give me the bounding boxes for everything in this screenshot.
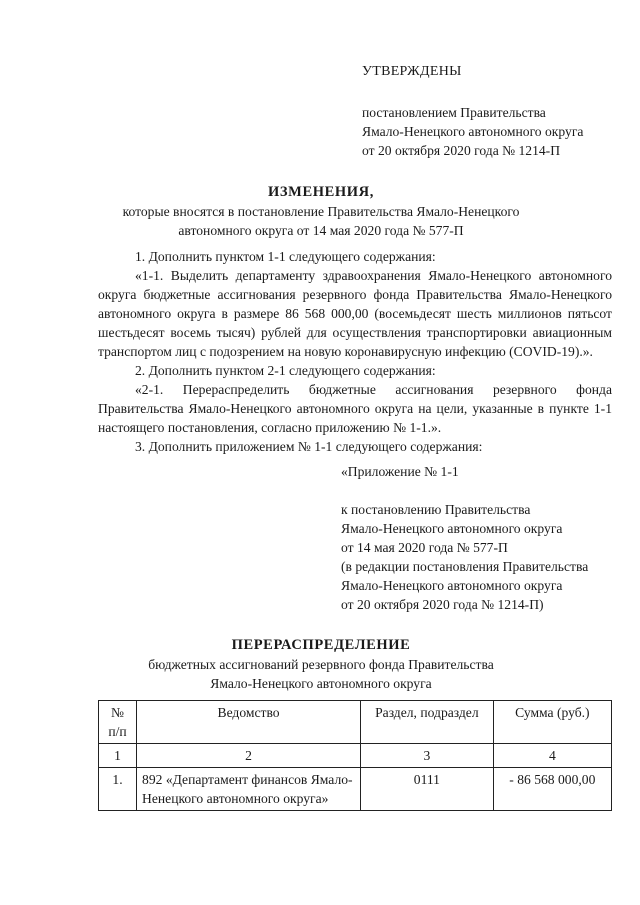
paragraph-2-1: «2-1. Перераспределить бюджетные ассигнования резервного фонда Правительства Ямало-Ненецкого автономного округа на цели, указанные в пункте 1-1 настоящего постановления, согласно приложению № 1-1.». — [98, 382, 612, 435]
appendix-title: «Приложение № 1-1 — [341, 464, 459, 479]
changes-heading — [98, 182, 544, 240]
appendix-block — [341, 462, 631, 614]
cell-number: 1. — [99, 768, 137, 811]
cell-section: 0111 — [361, 768, 494, 811]
changes-title: ИЗМЕНЕНИЯ, — [268, 184, 374, 200]
appendix-line: (в редакции постановления Правительства — [341, 559, 589, 574]
redistribution-subtitle-line: Ямало-Ненецкого автономного округа — [210, 676, 432, 691]
cell-agency: 892 «Департамент финансов Ямало-Ненецкого автономного округа» — [137, 768, 361, 811]
paragraph-1: 1. Дополнить пунктом 1-1 следующего содержания: — [135, 249, 436, 264]
changes-subtitle-line: автономного округа от 14 мая 2020 года № 577-П — [178, 223, 464, 238]
cell-amount: - 86 568 000,00 — [493, 768, 611, 811]
table-column-number-row — [99, 744, 612, 768]
redistribution-title: ПЕРЕРАСПРЕДЕЛЕНИЕ — [231, 637, 411, 653]
appendix-line: от 20 октября 2020 года № 1214-П) — [341, 597, 544, 612]
approval-title: УТВЕРЖДЕНЫ — [362, 64, 462, 79]
header-number: № п/п — [99, 701, 137, 744]
header-section: Раздел, подраздел — [361, 701, 494, 744]
column-number: 3 — [361, 744, 494, 768]
paragraph-2: 2. Дополнить пунктом 2-1 следующего содержания: — [135, 363, 436, 378]
redistribution-table — [98, 700, 612, 811]
column-number: 2 — [137, 744, 361, 768]
paragraph-3: 3. Дополнить приложением № 1-1 следующего содержания: — [135, 439, 483, 454]
redistribution-subtitle-line: бюджетных ассигнований резервного фонда Правительства — [148, 657, 494, 672]
paragraph-1-1: «1-1. Выделить департаменту здравоохранения Ямало-Ненецкого автономного округа бюджетные ассигнования резервного фонда Правительства Ямало-Ненецкого автономного округа в размере 86 568 000,00 (восемьдесят шесть миллионов пятьсот шестьдесят восемь тысяч) рублей для осуществления транспортировки авиационным транспортом лиц с подозрением на новую коронавирусную инфекцию (COVID-19).». — [98, 268, 612, 359]
appendix-line: Ямало-Ненецкого автономного округа — [341, 521, 563, 536]
table-row — [99, 768, 612, 811]
changes-subtitle-line: которые вносятся в постановление Правительства Ямало-Ненецкого — [122, 204, 520, 219]
approval-line: Ямало-Ненецкого автономного округа — [362, 124, 584, 139]
table-header-row — [99, 701, 612, 744]
header-amount: Сумма (руб.) — [493, 701, 611, 744]
appendix-line: к постановлению Правительства — [341, 502, 531, 517]
document-body — [98, 247, 612, 456]
approval-line: от 20 октября 2020 года № 1214-П — [362, 143, 561, 158]
appendix-line: от 14 мая 2020 года № 577-П — [341, 540, 508, 555]
approval-block — [362, 62, 632, 160]
column-number: 4 — [493, 744, 611, 768]
column-number: 1 — [99, 744, 137, 768]
header-agency: Ведомство — [137, 701, 361, 744]
approval-line: постановлением Правительства — [362, 105, 546, 120]
redistribution-heading — [98, 635, 544, 693]
appendix-line: Ямало-Ненецкого автономного округа — [341, 578, 563, 593]
